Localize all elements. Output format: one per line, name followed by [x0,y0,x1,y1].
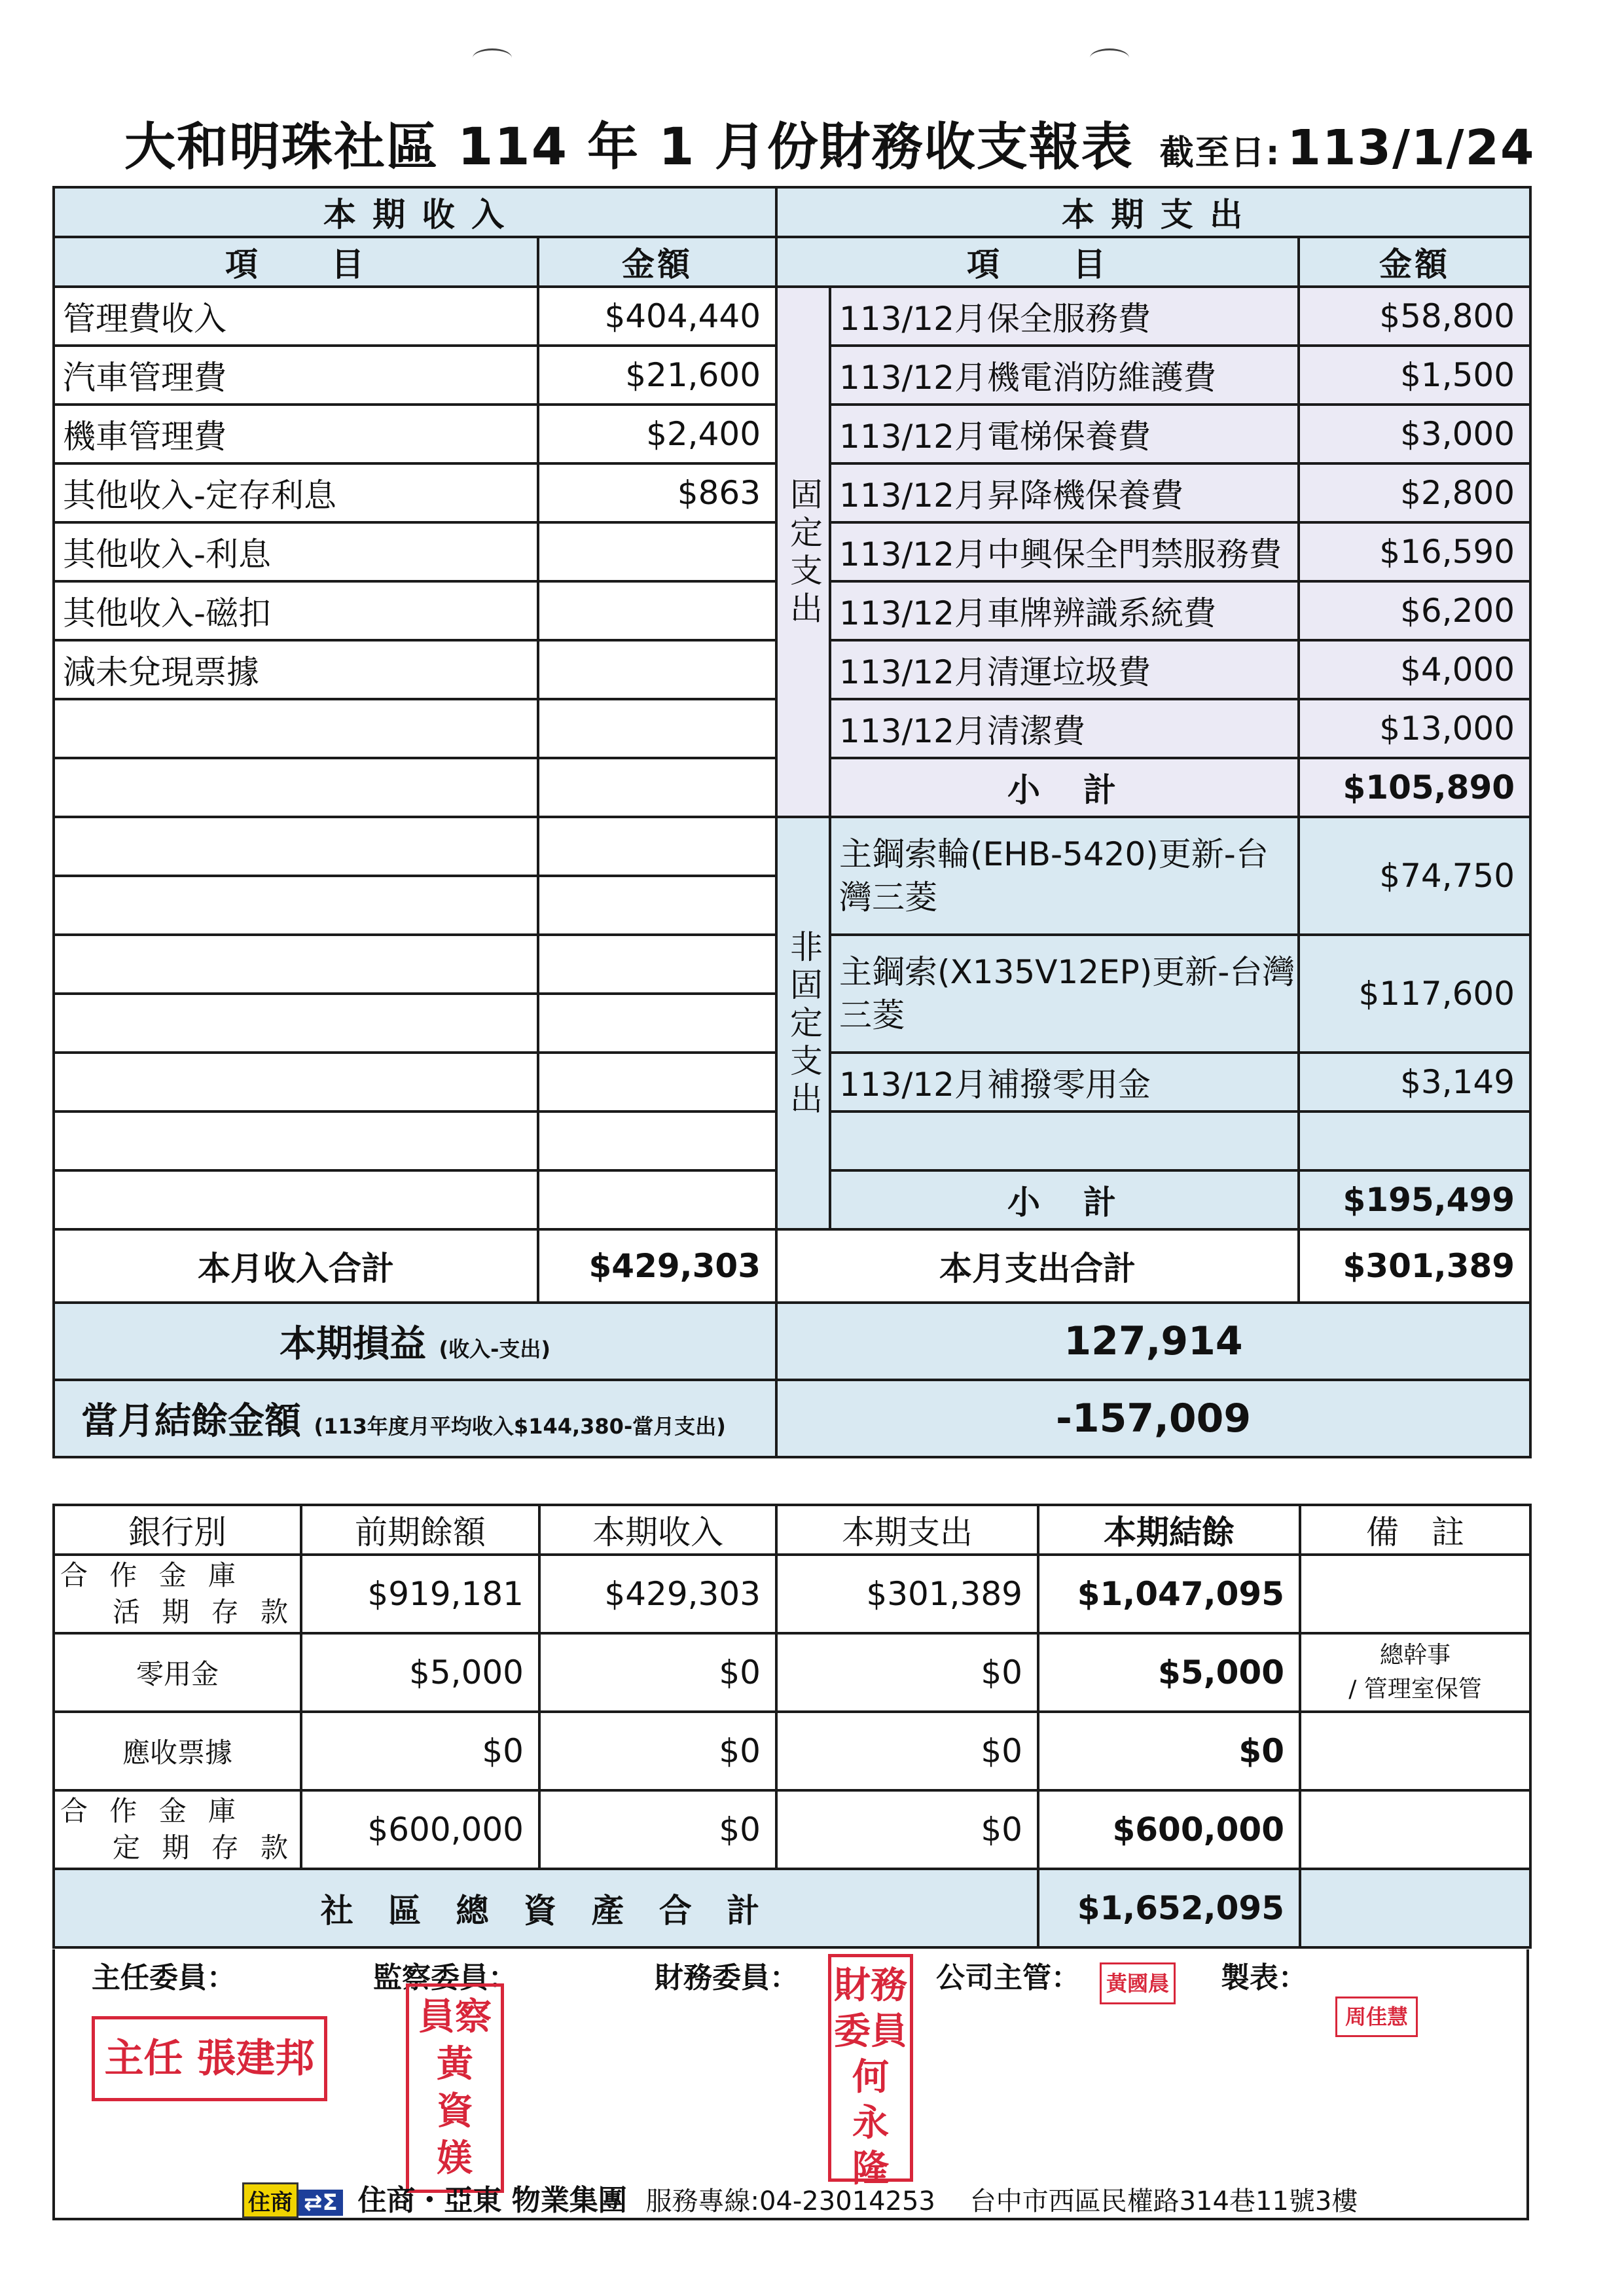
date-value: 113/1/24 [1287,120,1536,176]
balance-value: -157,009 [776,1380,1530,1457]
punch-hole-mark [473,48,512,67]
bank-expense: $301,389 [776,1555,1038,1633]
income-amount-empty [538,994,776,1053]
bank-account-name: 合 作 金 庫 定 期 存 款 [54,1790,301,1869]
bank-account-name: 應收票據 [54,1712,301,1790]
income-total-value: $429,303 [538,1229,776,1303]
expense-item: 113/12月中興保全門禁服務費 [830,522,1299,581]
bank-prev: $919,181 [301,1555,539,1633]
company-logo: 住商 [242,2182,298,2218]
income-amount-empty [538,1170,776,1229]
total-assets-note [1300,1869,1530,1947]
income-col-item: 項 目 [54,237,538,287]
bank-balance: $5,000 [1038,1633,1300,1712]
bank-col-balance: 本期結餘 [1038,1505,1300,1555]
expense-col-item: 項 目 [776,237,1299,287]
fixed-subtotal-label: 小 計 [830,758,1299,817]
income-item-empty [54,1111,538,1170]
bank-prev: $5,000 [301,1633,539,1712]
bank-prev: $600,000 [301,1790,539,1869]
company-footer [242,2177,1358,2218]
chair-seal-stamp: 主任 張建邦 [92,2016,327,2101]
finance-label: 財務委員： [655,1961,799,1995]
income-amount [538,522,776,581]
expense-amount-empty [1299,1111,1530,1170]
income-section-header: 本 期 收 入 [54,187,776,237]
bank-income: $0 [539,1712,776,1790]
income-total-label: 本月收入合計 [54,1229,538,1303]
bank-balance: $0 [1038,1712,1300,1790]
bank-col-note: 備 註 [1300,1505,1530,1555]
income-amount: $21,600 [538,346,776,405]
finance-seal-stamp: 財務 委員 何 永 隆 [828,1954,913,2182]
bank-account-name: 合 作 金 庫 活 期 存 款 [54,1555,301,1633]
manager-seal-stamp: 黃國晨 [1100,1962,1176,2004]
service-line: 服務專線:04-23014253 [645,2186,935,2216]
expense-amount: $13,000 [1299,699,1530,758]
bank-col-expense: 本期支出 [776,1505,1038,1555]
income-item: 汽車管理費 [54,346,538,405]
expense-total-label: 本月支出合計 [776,1229,1299,1303]
supervisor-label: 監察委員： [373,1961,517,1995]
chair-label: 主任委員： [92,1961,236,1995]
bank-prev: $0 [301,1712,539,1790]
income-amount [538,640,776,699]
supervisor-seal-stamp: 員察 黃 資 媄 [406,1983,504,2193]
expense-amount: $117,600 [1299,935,1530,1053]
nonfixed-expense-label: 非固定支出 [776,817,830,1229]
income-item: 其他收入-定存利息 [54,463,538,522]
bank-balance-table [52,1504,1532,1949]
nonfixed-subtotal-label: 小 計 [830,1170,1299,1229]
bank-col-prev: 前期餘額 [301,1505,539,1555]
fixed-expense-label: 固定支出 [776,287,830,817]
logo-arrows-icon: ⇄Σ [298,2190,343,2216]
balance-label: 當月結餘金額 (113年度月平均收入$144,380-當月支出) [54,1380,776,1457]
expense-item: 113/12月清運垃圾費 [830,640,1299,699]
expense-amount: $16,590 [1299,522,1530,581]
bank-income: $0 [539,1633,776,1712]
expense-item: 113/12月車牌辨識系統費 [830,581,1299,640]
income-amount-empty [538,935,776,994]
expense-item: 113/12月電梯保養費 [830,405,1299,463]
income-item-empty [54,1170,538,1229]
report-title: 大和明珠社區 114 年 1 月份財務收支報表 [124,118,1134,177]
expense-item: 113/12月機電消防維護費 [830,346,1299,405]
expense-item: 113/12月保全服務費 [830,287,1299,346]
income-amount-empty [538,758,776,817]
income-item-empty [54,935,538,994]
bank-income: $429,303 [539,1555,776,1633]
expense-amount: $2,800 [1299,463,1530,522]
bank-note [1300,1712,1530,1790]
income-item-empty [54,994,538,1053]
income-item: 減未兌現票據 [54,640,538,699]
expense-amount: $74,750 [1299,817,1530,935]
expense-amount: $1,500 [1299,346,1530,405]
profit-loss-value: 127,914 [776,1303,1530,1380]
expense-item-empty [830,1111,1299,1170]
bank-income: $0 [539,1790,776,1869]
expense-item: 113/12月清潔費 [830,699,1299,758]
expense-total-value: $301,389 [1299,1229,1530,1303]
income-amount-empty [538,1111,776,1170]
preparer-seal-stamp: 周佳慧 [1335,1997,1418,2037]
expense-amount: $4,000 [1299,640,1530,699]
bank-note [1300,1790,1530,1869]
income-item-empty [54,758,538,817]
bank-expense: $0 [776,1712,1038,1790]
expense-amount: $3,149 [1299,1053,1530,1111]
total-assets-value: $1,652,095 [1038,1869,1300,1947]
income-item-empty [54,1053,538,1111]
income-item: 管理費收入 [54,287,538,346]
income-expense-table [52,186,1532,1458]
date-label: 截至日: [1159,134,1281,173]
income-item-empty [54,817,538,876]
company-name: 住商・亞東 物業集團 [357,2184,627,2217]
income-item: 機車管理費 [54,405,538,463]
bank-balance: $1,047,095 [1038,1555,1300,1633]
bank-balance: $600,000 [1038,1790,1300,1869]
bank-col-income: 本期收入 [539,1505,776,1555]
expense-amount: $6,200 [1299,581,1530,640]
profit-loss-label: 本期損益 (收入-支出) [54,1303,776,1380]
manager-label: 公司主管： [936,1961,1080,1995]
expense-amount: $58,800 [1299,287,1530,346]
expense-item: 主鋼索輪(EHB-5420)更新-台灣三菱 [830,817,1299,935]
company-address: 台中市西區民權路314巷11號3樓 [969,2186,1358,2216]
bank-expense: $0 [776,1790,1038,1869]
income-amount-empty [538,1053,776,1111]
income-amount-empty [538,817,776,876]
fixed-subtotal-value: $105,890 [1299,758,1530,817]
bank-expense: $0 [776,1633,1038,1712]
page-title [124,106,1536,179]
expense-section-header: 本 期 支 出 [776,187,1530,237]
expense-item: 主鋼索(X135V12EP)更新-台灣三菱 [830,935,1299,1053]
bank-account-name: 零用金 [54,1633,301,1712]
income-item: 其他收入-利息 [54,522,538,581]
income-item-empty [54,876,538,935]
punch-hole-mark [1090,48,1129,67]
income-amount-empty [538,699,776,758]
income-item-empty [54,699,538,758]
bank-col-name: 銀行別 [54,1505,301,1555]
income-amount: $404,440 [538,287,776,346]
income-amount: $2,400 [538,405,776,463]
bank-note: 總幹事 / 管理室保管 [1300,1633,1530,1712]
expense-item: 113/12月昇降機保養費 [830,463,1299,522]
expense-item: 113/12月補撥零用金 [830,1053,1299,1111]
income-amount: $863 [538,463,776,522]
preparer-label: 製表： [1221,1961,1307,1995]
income-amount-empty [538,876,776,935]
income-item: 其他收入-磁扣 [54,581,538,640]
total-assets-label: 社 區 總 資 產 合 計 [54,1869,1038,1947]
nonfixed-subtotal-value: $195,499 [1299,1170,1530,1229]
expense-col-amount: 金額 [1299,237,1530,287]
income-amount [538,581,776,640]
bank-note [1300,1555,1530,1633]
expense-amount: $3,000 [1299,405,1530,463]
income-col-amount: 金額 [538,237,776,287]
